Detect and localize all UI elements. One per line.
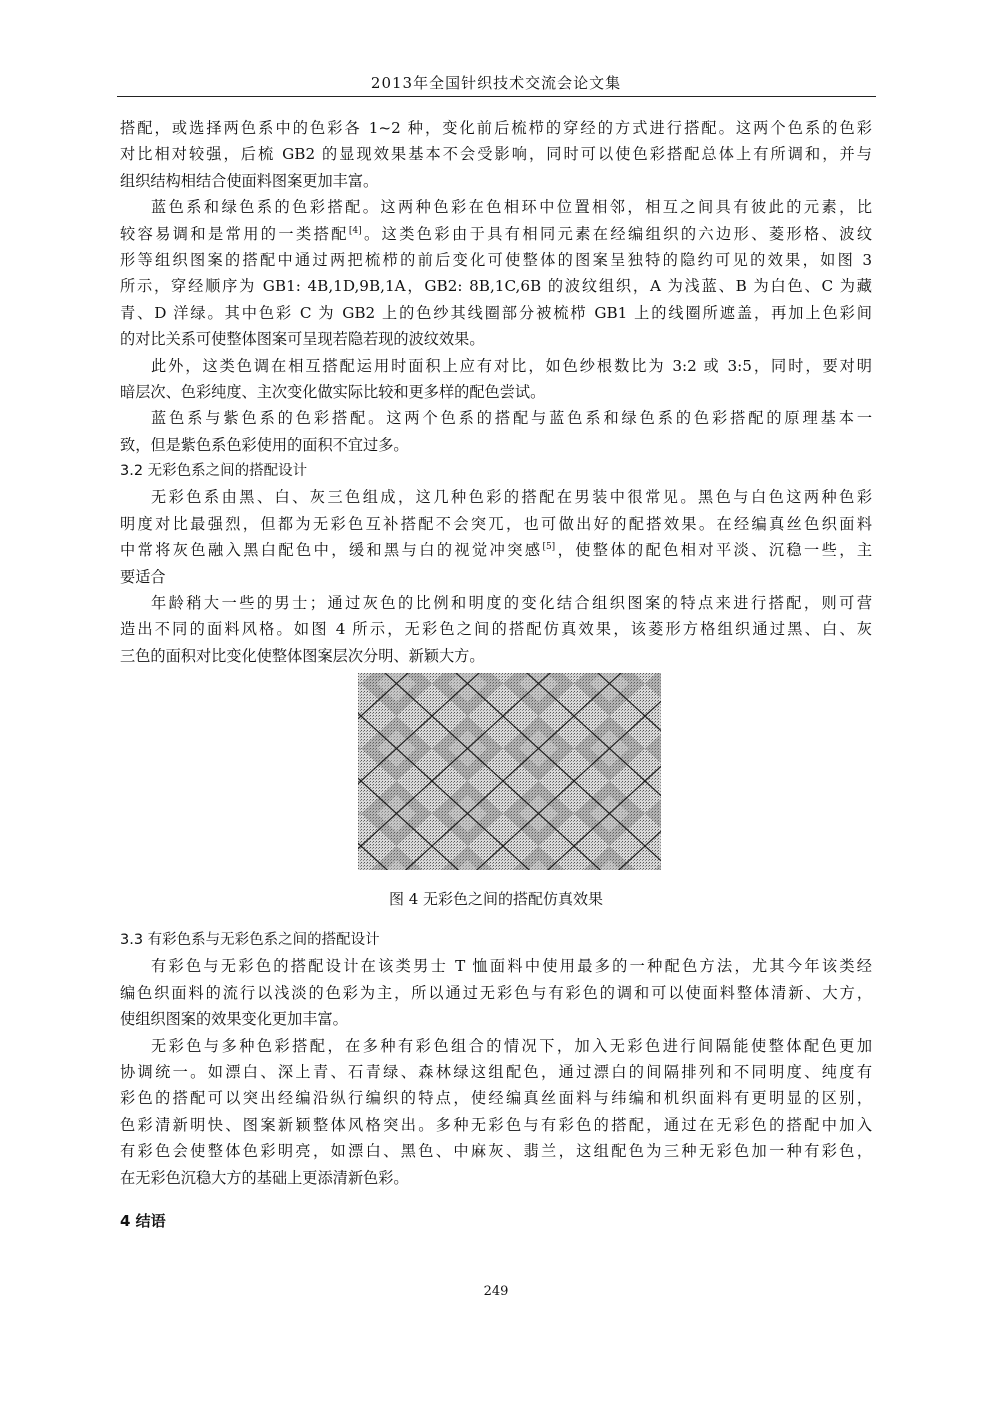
figure-caption: 图 4 无彩色之间的搭配仿真效果: [388, 890, 604, 908]
section-heading-3-2: 3.2 无彩色系之间的搭配设计: [120, 463, 308, 480]
text-line: 对比相对较强，后梳 GB2 的显现效果基本不会受影响，同时可以使色彩搭配总体上有所调和，并与: [120, 145, 872, 164]
text-span: 较容易调和是常用的一类搭配: [120, 224, 349, 243]
text-line: 使组织图案的效果变化更加丰富。: [120, 1010, 348, 1029]
text-line: 暗层次、色彩纯度、主次变化做实际比较和更多样的配色尝试。: [120, 382, 546, 401]
text-line: 编色织面料的流行以浅淡的色彩为主，所以通过无彩色与有彩色的调和可以使面料整体清新、大方，: [120, 983, 872, 1002]
header-rule: [117, 96, 876, 97]
text-line: 有彩色与无彩色的搭配设计在该类男士 T 恤面料中使用最多的一种配色方法，尤其今年该类经: [151, 957, 872, 976]
text-span: 中常将灰色融入黑白配色中，缓和黑与白的视觉冲突感: [120, 541, 543, 560]
text-span: ，使整体的配色相对平淡、沉稳一些，主: [555, 541, 872, 560]
text-line: 三色的面积对比变化使整体图案层次分明、新颖大方。: [120, 646, 485, 665]
text-line: 形等组织图案的搭配中通过两把梳栉的前后变化可使整体的图案呈独特的隐约可见的效果，如图 3: [120, 250, 872, 269]
figure-4-fabric-simulation: [358, 673, 661, 870]
text-line: 所示，穿经顺序为 GB1: 4B,1D,9B,1A，GB2: 8B,1C,6B 的波纹组织，A 为浅蓝、B 为白色、C 为藏: [120, 277, 872, 296]
text-line: 组织结构相结合使面料图案更加丰富。: [120, 171, 379, 190]
text-line: 无彩色与多种色彩搭配，在多种有彩色组合的情况下，加入无彩色进行间隔能使整体配色更加: [151, 1036, 872, 1055]
text-line: 搭配，或选择两色系中的色彩各 1~2 种，变化前后梳栉的穿经的方式进行搭配。这两个色系的色彩: [120, 119, 872, 137]
text-line: 明度对比最强烈，但都为无彩色互补搭配不会突兀，也可做出好的配搭效果。在经编真丝色织面料: [120, 514, 872, 533]
running-header: 2013年全国针织技术交流会论文集: [370, 74, 622, 92]
citation-4: [4]: [348, 225, 362, 236]
text-line: [120, 537, 872, 563]
text-line: 此外，这类色调在相互搭配运用时面积上应有对比，如色纱根数比为 3:2 或 3:5，同时，要对明: [151, 356, 872, 375]
section-heading-4: 4 结语: [120, 1212, 166, 1230]
text-line: 要适合: [120, 567, 166, 586]
text-line: 协调统一。如漂白、深上青、石青绿、森林绿这组配色，通过漂白的间隔排列和不同明度、纯度有: [120, 1062, 872, 1081]
text-line: 蓝色系与紫色系的色彩搭配。这两个色系的搭配与蓝色系和绿色系的色彩搭配的原理基本一: [151, 409, 872, 428]
text-line: 无彩色系由黑、白、灰三色组成，这几种色彩的搭配在男装中很常见。黑色与白色这两种色彩: [151, 488, 872, 507]
text-span: 。这类色彩由于具有相同元素在经编组织的六边形、菱形格、波纹: [361, 224, 872, 243]
section-3-1-continued: [120, 115, 872, 669]
text-line: [120, 221, 872, 247]
text-line: 有彩色会使整体色彩明亮，如漂白、黑色、中麻灰、翡兰，这组配色为三种无彩色加一种有彩色，: [120, 1142, 872, 1161]
page-number: 249: [483, 1284, 509, 1299]
section-heading-3-3: 3.3 有彩色系与无彩色系之间的搭配设计: [120, 932, 380, 948]
text-line: 蓝色系和绿色系的色彩搭配。这两种色彩在色相环中位置相邻，相互之间具有彼此的元素，比: [151, 198, 872, 217]
text-line: 致，但是紫色系色彩使用的面积不宜过多。: [120, 435, 409, 454]
text-line: 青、D 洋绿。其中色彩 C 为 GB2 上的色纱其线圈部分被梳栉 GB1 上的线圈所遮盖，再加上色彩间: [120, 303, 872, 322]
text-line: 年龄稍大一些的男士；通过灰色的比例和明度的变化结合组织图案的特点来进行搭配，则可营: [151, 594, 872, 613]
text-line: 造出不同的面料风格。如图 4 所示，无彩色之间的搭配仿真效果，该菱形方格组织通过黑、白、灰: [120, 620, 872, 639]
citation-5: [5]: [542, 542, 556, 553]
text-line: 在无彩色沉稳大方的基础上更添清新色彩。: [120, 1168, 409, 1187]
section-3-3: [120, 927, 872, 1191]
text-line: 彩色的搭配可以突出经编沿纵行编织的特点，使经编真丝面料与纬编和机织面料有更明显的区别，: [120, 1089, 872, 1108]
text-line: 的对比关系可使整体图案可呈现若隐若现的波纹效果。: [120, 330, 485, 349]
text-line: 色彩清新明快、图案新颖整体风格突出。多种无彩色与有彩色的搭配，通过在无彩色的搭配中加入: [120, 1115, 872, 1134]
